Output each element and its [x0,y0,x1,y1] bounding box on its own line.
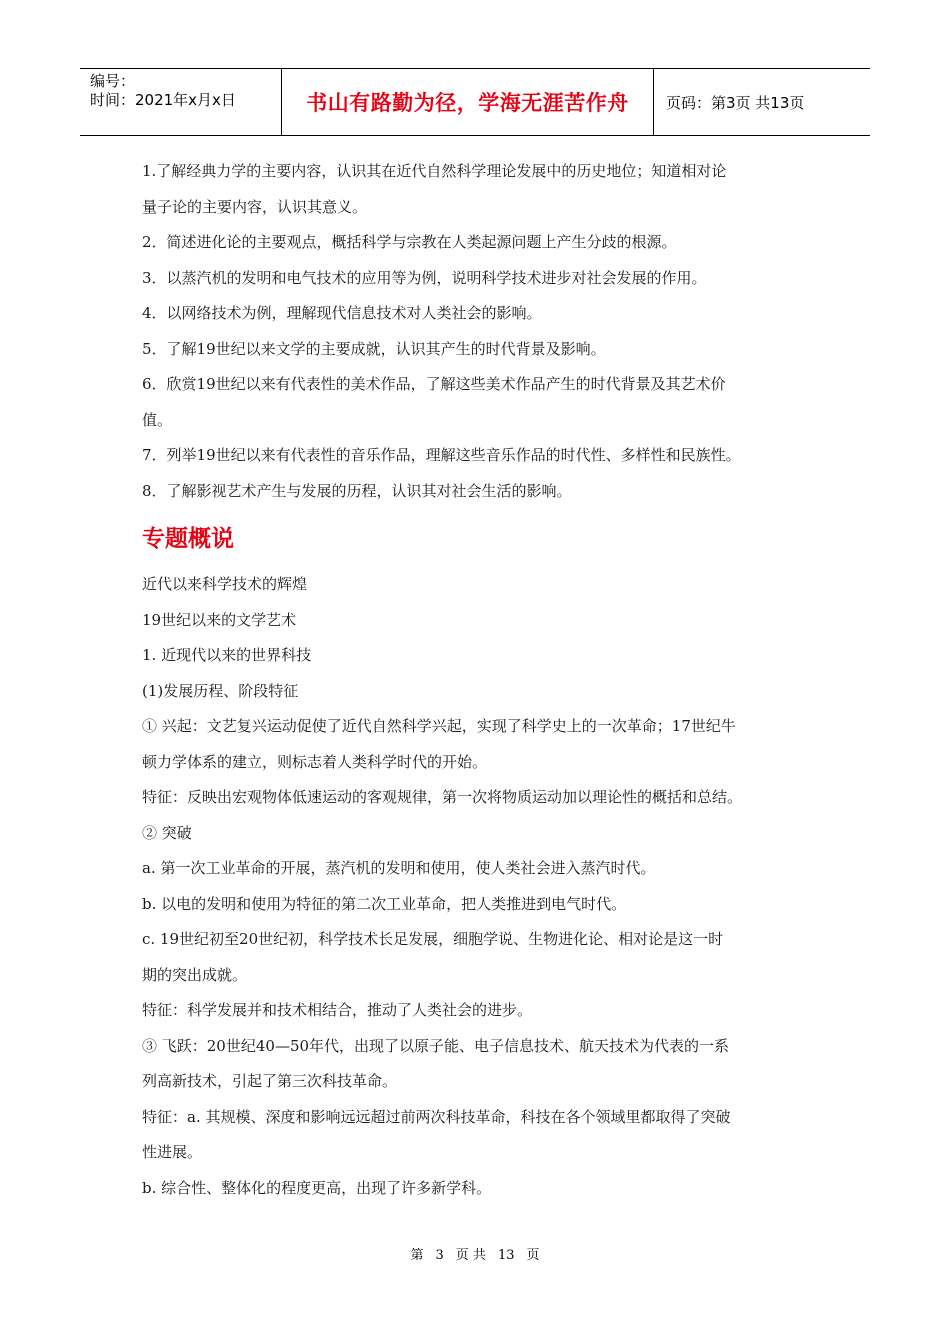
objective-line: 7．列举19世纪以来有代表性的音乐作品，理解这些音乐作品的时代性、多样性和民族性。 [142,446,741,464]
document-time-label: 时间：2021年x月x日 [90,91,236,109]
body-line: ② 突破 [142,823,192,842]
body-line: 19世纪以来的文学艺术 [142,610,297,629]
body-line: 期的突出成就。 [142,965,248,984]
body-line: 特征：反映出宏观物体低速运动的客观规律，第一次将物质运动加以理论性的概括和总结。 [142,788,743,806]
body-line: 顿力学体系的建立，则标志着人类科学时代的开始。 [142,752,488,771]
header-meta-cell [80,69,282,135]
header-motto: 书山有路勤为径，学海无涯苦作舟 [282,69,654,135]
body-line: b. 以电的发明和使用为特征的第二次工业革命，把人类推进到电气时代。 [142,894,627,913]
body-line: 列高新技术，引起了第三次科技革命。 [142,1072,398,1090]
objective-line: 2．简述进化论的主要观点，概括科学与宗教在人类起源问题上产生分歧的根源。 [142,233,677,251]
objective-line: 5．了解19世纪以来文学的主要成就，认识其产生的时代背景及影响。 [142,339,606,358]
section-title: 专题概说 [142,526,234,552]
header-page-indicator: 页码：第3页 共13页 [666,93,805,112]
objectives-list [142,154,812,509]
objective-line: 3．以蒸汽机的发明和电气技术的应用等为例，说明科学技术进步对社会发展的作用。 [142,268,707,287]
body-line: 近代以来科学技术的辉煌 [142,575,308,593]
body-line: 1. 近现代以来的世界科技 [142,646,312,664]
page-footer [0,1244,950,1263]
body-line: a. 第一次工业革命的开展，蒸汽机的发明和使用，使人类社会进入蒸汽时代。 [142,859,656,877]
body-line: ① 兴起：文艺复兴运动促使了近代自然科学兴起，实现了科学史上的一次革命；17世纪牛 [142,717,736,735]
body-line: ③ 飞跃：20世纪40—50年代，出现了以原子能、电子信息技术、航天技术为代表的一系 [142,1036,730,1055]
body-line: 性进展。 [142,1143,203,1161]
objective-line: 1.了解经典力学的主要内容，认识其在近代自然科学理论发展中的历史地位；知道相对论 [142,162,727,180]
objective-line: 量子论的主要内容，认识其意义。 [142,197,368,216]
footer-page-prefix: 第 [410,1248,424,1263]
body-line: 特征：科学发展并和技术相结合，推动了人类社会的进步。 [142,1001,533,1019]
body-line: 特征：a. 其规模、深度和影响远远超过前两次科技革命，科技在各个领域里都取得了突破 [142,1107,731,1126]
overview-body [142,567,812,1206]
footer-page-mid: 页 共 [455,1248,486,1263]
objective-line: 值。 [142,410,173,429]
objective-line: 8．了解影视艺术产生与发展的历程，认识其对社会生活的影响。 [142,481,572,500]
objective-line: 6．欣赏19世纪以来有代表性的美术作品，了解这些美术作品产生的时代背景及其艺术价 [142,375,726,393]
body-line: c. 19世纪初至20世纪初，科学技术长足发展，细胞学说、生物进化论、相对论是这一时 [142,930,724,948]
document-body [142,154,812,1206]
body-line: b. 综合性、整体化的程度更高，出现了许多新学科。 [142,1178,492,1197]
footer-page-number: 3 [435,1248,444,1263]
objective-line: 4．以网络技术为例，理解现代信息技术对人类社会的影响。 [142,304,542,322]
document-number-label: 编号： [90,72,136,90]
body-line: (1)发展历程、阶段特征 [142,681,299,700]
footer-total-pages: 13 [497,1248,515,1263]
footer-page-suffix: 页 [526,1248,540,1263]
page-header [80,68,870,136]
